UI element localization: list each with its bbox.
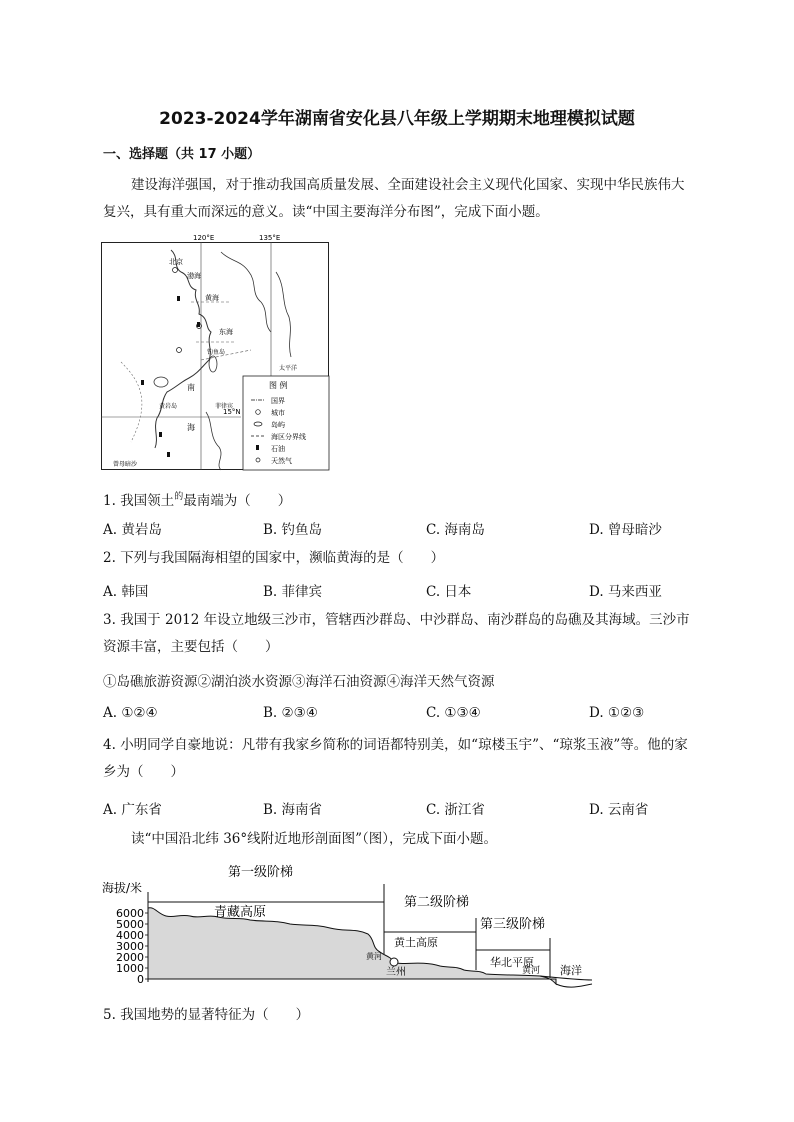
q4-option-b[interactable]: B. 海南省	[263, 802, 323, 818]
question-3	[103, 607, 693, 661]
question-2	[103, 545, 703, 572]
point-ocean: 海洋	[560, 964, 582, 977]
q1-text-after: 最南端为（ ）	[183, 493, 292, 509]
map-label-nan: 南	[187, 383, 195, 392]
point-lanzhou: 兰州	[386, 967, 406, 978]
region-qingzang: 青藏高原	[214, 905, 267, 920]
legend-item-oil: 石油	[271, 445, 285, 453]
map-label-zengmu: 曾母暗沙	[113, 461, 138, 468]
map-label-beijing: 北京	[169, 258, 183, 266]
map-label-donghai: 东海	[219, 328, 233, 336]
q4-option-a[interactable]: A. 广东省	[103, 802, 162, 818]
intro-paragraph: 建设海洋强国，对于推动我国高质量发展、全面建设社会主义现代化国家、实现中华民族伟大复兴，具有重大而深远的意义。读“中国主要海洋分布图”，完成下面小题。	[103, 177, 685, 220]
q2-options	[103, 580, 693, 604]
step-3-label: 第三级阶梯	[480, 917, 546, 932]
q1-options	[103, 518, 693, 542]
q1-text-sup: 的	[174, 492, 184, 502]
q4-options	[103, 798, 693, 822]
legend-item-island: 岛屿	[271, 421, 285, 429]
ytick-5000: 5000	[116, 918, 144, 931]
legend-item-sea-boundary: 海区分界线	[271, 433, 306, 441]
q3-number: 3.	[103, 612, 116, 628]
q2-option-a[interactable]: A. 韩国	[103, 584, 149, 600]
terrain-profile-figure	[100, 862, 600, 997]
q2-number: 2.	[103, 550, 116, 566]
map-label-huangyan: 黄岩岛	[159, 403, 178, 410]
map-label-huanghai: 黄海	[205, 294, 219, 302]
q5-text: 我国地势的显著特征为（ ）	[120, 1007, 310, 1023]
q2-option-c[interactable]: C. 日本	[426, 584, 472, 600]
question-4	[103, 732, 693, 786]
map-label-pacific: 太平洋	[279, 365, 298, 372]
exam-title: 2023-2024学年湖南省安化县八年级上学期期末地理模拟试题	[159, 109, 635, 129]
china-sea-map	[101, 234, 329, 470]
question-1	[103, 484, 703, 515]
map-lat-15: 15°N	[223, 408, 241, 416]
ytick-0: 0	[137, 973, 144, 986]
map-label-bohai: 渤海	[187, 272, 201, 280]
ytick-6000: 6000	[116, 907, 144, 920]
legend-item-border: 国界	[271, 397, 285, 405]
legend-item-gas: 天然气	[271, 457, 292, 465]
q1-option-a[interactable]: A. 黄岩岛	[103, 522, 162, 538]
q3-option-a[interactable]: A. ①②④	[103, 705, 158, 721]
legend-item-city: 城市	[271, 409, 285, 417]
question-5	[103, 1002, 703, 1029]
q3-text: 我国于 2012 年设立地级三沙市，管辖西沙群岛、中沙群岛、南沙群岛的岛礁及其海域。三沙市资源丰富，主要包括（ ）	[103, 612, 690, 655]
profile-ylabel: 海拔/米	[102, 881, 143, 895]
ytick-4000: 4000	[116, 929, 144, 942]
ytick-1000: 1000	[116, 962, 144, 975]
point-huanghe-2: 黄河	[522, 966, 541, 976]
q2-text: 下列与我国隔海相望的国家中，濒临黄海的是（ ）	[120, 550, 445, 566]
q5-number: 5.	[103, 1007, 116, 1023]
step-1-label: 第一级阶梯	[228, 865, 294, 880]
q4-text: 小明同学自豪地说：凡带有我家乡简称的词语都特别美，如“琼楼玉宇”、“琼浆玉液”等。他的家乡为（ ）	[103, 737, 688, 780]
region-huangtu: 黄土高原	[394, 936, 438, 949]
q4-option-d[interactable]: D. 云南省	[589, 802, 649, 818]
map-label-philippines: 菲律宾	[215, 403, 234, 410]
q3-sub-items: ①岛礁旅游资源②湖泊淡水资源③海洋石油资源④海洋天然气资源	[103, 674, 495, 690]
ytick-2000: 2000	[116, 951, 144, 964]
legend-title: 图 例	[269, 381, 288, 390]
q1-option-d[interactable]: D. 曾母暗沙	[589, 522, 662, 538]
map-lon-120: 120°E	[193, 234, 215, 242]
q4-number: 4.	[103, 737, 116, 753]
q3-option-b[interactable]: B. ②③④	[263, 705, 318, 721]
q2-option-b[interactable]: B. 菲律宾	[263, 584, 323, 600]
map-lon-135: 135°E	[259, 234, 281, 242]
step-2-label: 第二级阶梯	[404, 895, 470, 910]
q1-option-c[interactable]: C. 海南岛	[426, 522, 485, 538]
q2-option-d[interactable]: D. 马来西亚	[589, 584, 662, 600]
point-huanghe-1: 黄河	[366, 952, 382, 961]
profile-intro: 读“中国沿北纬 36°线附近地形剖面图”（图），完成下面小题。	[131, 831, 498, 847]
map-label-hai: 海	[187, 423, 195, 432]
q4-option-c[interactable]: C. 浙江省	[426, 802, 485, 818]
q1-text-before: 我国领土	[120, 493, 175, 509]
q3-option-c[interactable]: C. ①③④	[426, 705, 481, 721]
map-label-diaoyu: 钓鱼岛	[207, 349, 226, 356]
q3-options	[103, 705, 693, 729]
region-huabei: 华北平原	[490, 956, 534, 969]
q1-number: 1.	[103, 493, 116, 509]
ytick-3000: 3000	[116, 940, 144, 953]
q3-option-d[interactable]: D. ①②③	[589, 705, 645, 721]
section-heading: 一、选择题（共 17 小题）	[103, 147, 261, 162]
q1-option-b[interactable]: B. 钓鱼岛	[263, 522, 323, 538]
